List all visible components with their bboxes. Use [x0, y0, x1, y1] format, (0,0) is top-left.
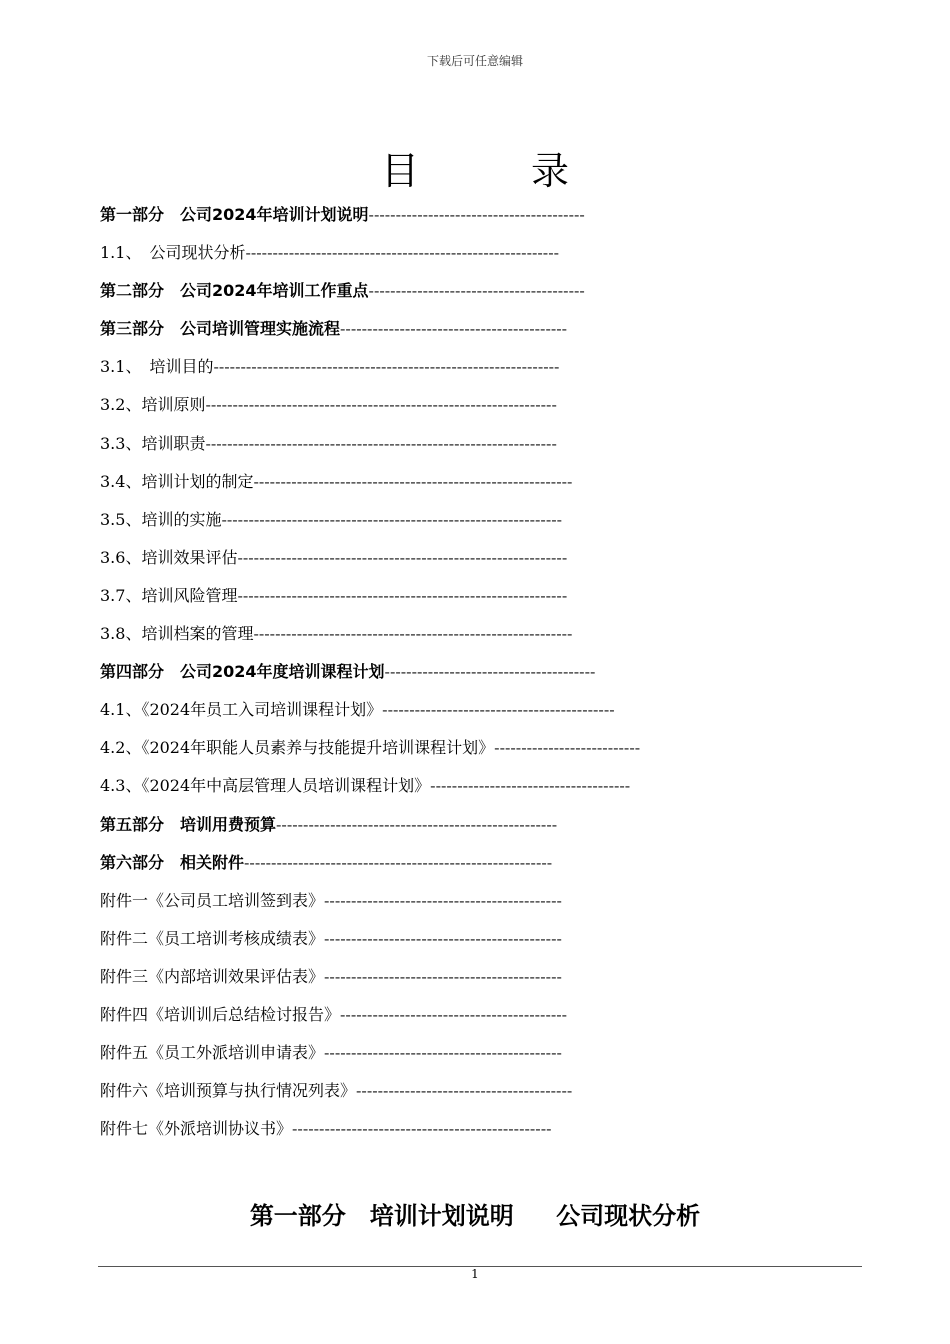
toc-entry[interactable]	[100, 348, 830, 386]
toc-leader: --------------------------------------------	[324, 1043, 562, 1063]
toc-entry-text: 3.1、 培训目的	[100, 357, 214, 377]
toc-entry[interactable]	[100, 844, 830, 882]
toc-entry-text: 附件三《内部培训效果评估表》	[100, 966, 325, 986]
header-note: 下载后可任意编辑	[426, 54, 523, 68]
toc-leader: -----------------------------------------------------------	[253, 471, 573, 491]
toc-leader: ---------------------------------------------------------	[244, 852, 553, 872]
toc-entry-text: 第三部分 公司培训管理实施流程	[100, 319, 341, 339]
toc-leader: ----------------------------------------	[356, 1081, 573, 1101]
toc-leader: -----------------------------------------------------------------	[205, 433, 557, 453]
toc-leader: ------------------------------------------	[340, 319, 568, 339]
toc-entry-text: 第五部分 培训用费预算	[100, 814, 277, 834]
toc-entry-text: 附件二《员工培训考核成绩表》	[100, 928, 325, 948]
toc-leader: --------------------------------------------	[324, 966, 562, 986]
toc-entry-text: 附件五《员工外派培训申请表》	[100, 1043, 325, 1063]
toc-entry[interactable]	[100, 463, 830, 501]
toc-leader: ------------------------------------------------	[292, 1119, 552, 1139]
toc-entry[interactable]	[100, 577, 830, 615]
toc-leader: -------------------------------------------	[382, 700, 615, 720]
toc-entry[interactable]	[100, 1072, 830, 1110]
toc-leader: ----------------------------------------	[368, 205, 585, 224]
toc-entry-text: 1.1、 公司现状分析	[100, 243, 246, 263]
toc-entry-text: 第一部分 公司2024年培训计划说明	[100, 205, 369, 224]
toc-entry-text: 第六部分 相关附件	[100, 852, 245, 872]
toc-entry[interactable]	[100, 1034, 830, 1072]
toc-entry[interactable]	[100, 958, 830, 996]
toc-leader: -----------------------------------------------------------	[253, 624, 573, 644]
toc-leader: ----------------------------------------------------	[276, 814, 558, 834]
toc-entry-text: 3.7、培训风险管理	[100, 585, 238, 605]
toc-entry[interactable]	[100, 539, 830, 577]
toc-leader: ----------------------------------------------------------	[245, 243, 560, 263]
page-number: 1	[471, 1267, 479, 1281]
toc-leader: ----------------------------------------	[368, 281, 585, 301]
toc-leader: ----------------------------------------------------------------	[213, 357, 560, 377]
toc-entry[interactable]	[100, 310, 830, 348]
toc-entry[interactable]	[100, 1110, 830, 1148]
toc-entry-text: 4.2、《2024年职能人员素养与技能提升培训课程计划》	[100, 738, 495, 758]
toc-entry[interactable]	[100, 996, 830, 1034]
toc-entry-text: 附件七《外派培训协议书》	[100, 1119, 293, 1139]
toc-title: 目 录	[380, 149, 620, 193]
toc-leader: ---------------------------------------------------------------	[221, 509, 563, 529]
toc-leader: -------------------------------------	[430, 776, 631, 796]
toc-leader: -------------------------------------------------------------	[237, 585, 568, 605]
toc-entry-text: 第四部分 公司2024年度培训课程计划	[100, 662, 385, 682]
table-of-contents	[100, 196, 830, 1148]
toc-leader: ------------------------------------------	[340, 1004, 568, 1024]
toc-entry[interactable]	[100, 196, 830, 234]
toc-entry-text: 3.8、培训档案的管理	[100, 624, 254, 644]
toc-entry[interactable]	[100, 615, 830, 653]
toc-entry[interactable]	[100, 691, 830, 729]
toc-entry-text: 3.5、培训的实施	[100, 509, 222, 529]
toc-entry-text: 3.3、培训职责	[100, 433, 206, 453]
toc-entry-text: 3.4、培训计划的制定	[100, 471, 254, 491]
toc-entry[interactable]	[100, 653, 830, 691]
toc-leader: --------------------------------------------	[324, 928, 562, 948]
section-heading: 第一部分 培训计划说明 公司现状分析	[249, 1202, 701, 1230]
toc-entry-text: 附件一《公司员工培训签到表》	[100, 890, 325, 910]
toc-entry-text: 附件六《培训预算与执行情况列表》	[100, 1081, 357, 1101]
toc-leader: -------------------------------------------------------------	[237, 547, 568, 567]
toc-entry[interactable]	[100, 234, 830, 272]
toc-entry[interactable]	[100, 729, 830, 767]
toc-leader: ---------------------------	[494, 738, 641, 758]
toc-entry[interactable]	[100, 272, 830, 310]
toc-entry-text: 第二部分 公司2024年培训工作重点	[100, 281, 369, 301]
toc-entry[interactable]	[100, 920, 830, 958]
toc-entry[interactable]	[100, 767, 830, 805]
toc-leader: --------------------------------------------	[324, 890, 562, 910]
toc-entry[interactable]	[100, 386, 830, 424]
toc-entry-text: 4.3、《2024年中高层管理人员培训课程计划》	[100, 776, 431, 796]
toc-entry-text: 3.6、培训效果评估	[100, 547, 238, 567]
toc-entry[interactable]	[100, 882, 830, 920]
toc-leader: ---------------------------------------	[384, 662, 596, 682]
toc-entry-text: 3.2、培训原则	[100, 395, 206, 415]
toc-entry-text: 附件四《培训训后总结检讨报告》	[100, 1004, 341, 1024]
toc-leader: -----------------------------------------------------------------	[205, 395, 557, 415]
toc-entry[interactable]	[100, 501, 830, 539]
toc-entry[interactable]	[100, 806, 830, 844]
toc-entry[interactable]	[100, 425, 830, 463]
toc-entry-text: 4.1、《2024年员工入司培训课程计划》	[100, 700, 383, 720]
